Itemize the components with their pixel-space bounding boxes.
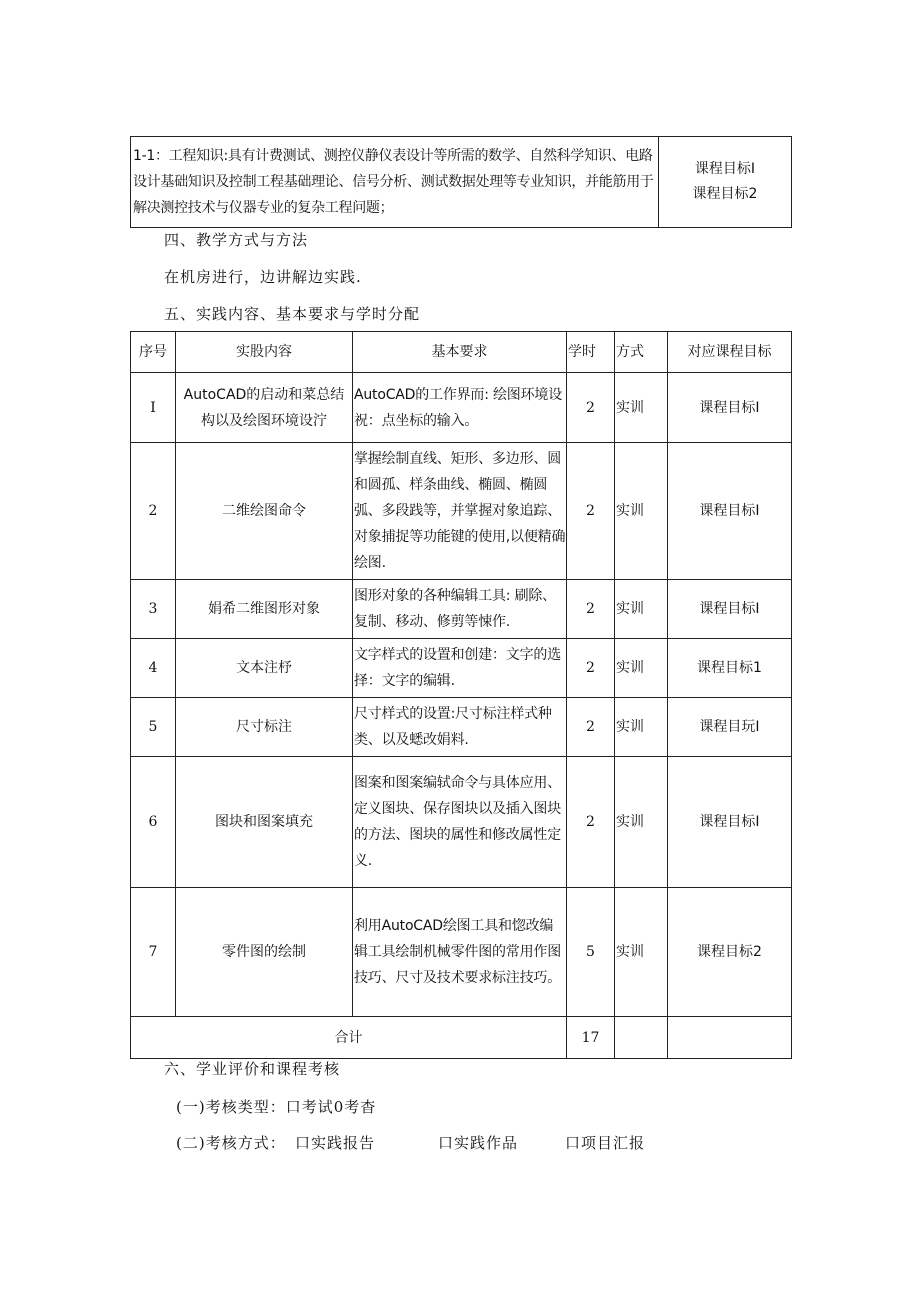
row-content: 文本注杼 <box>176 639 353 698</box>
row-goal: 课程目标I <box>668 443 792 580</box>
total-method-empty <box>615 1017 668 1059</box>
row-content: 图块和图案填充 <box>176 757 353 888</box>
assessment-option-work: 口实践作品 <box>438 1134 519 1152</box>
row-goal: 课程目玩I <box>668 698 792 757</box>
row-method: 实训 <box>615 698 668 757</box>
header-requirement: 基本要求 <box>353 332 567 373</box>
row-no: 2 <box>131 443 176 580</box>
table-row <box>131 137 792 228</box>
table-row <box>131 580 792 639</box>
row-goal: 课程目标I <box>668 373 792 443</box>
section4-text: 在机房进行，边讲解边实践. <box>164 268 362 286</box>
goal-2: 课程目标2 <box>692 186 758 202</box>
section6-heading: 六、学业评价和课程考核 <box>164 1060 341 1078</box>
goal-1: 课程目标I <box>694 161 756 177</box>
row-method: 实训 <box>615 639 668 698</box>
row-method: 实训 <box>615 888 668 1017</box>
row-goal: 课程目标I <box>668 580 792 639</box>
row-no: 4 <box>131 639 176 698</box>
total-label: 合计 <box>131 1017 567 1059</box>
row-requirement: 尺寸样式的设置:尺寸标注样式种类、以及蟋改娟料. <box>353 698 567 757</box>
outcome-table <box>130 136 792 228</box>
row-hours: 2 <box>567 443 615 580</box>
row-requirement: 图形对象的各种编辑工具: 刷除、复制、移动、修剪等悚作. <box>353 580 567 639</box>
row-requirement: 掌握绘制直线、矩形、多边形、圆和圆孤、样条曲线、椭圆、椭圆弧、多段践等，并掌握对象追踪、对象捕捉等功能键的使用,以便精确绘图. <box>353 443 567 580</box>
row-no: 3 <box>131 580 176 639</box>
total-hours: 17 <box>567 1017 615 1059</box>
row-hours: 5 <box>567 888 615 1017</box>
row-hours: 2 <box>567 580 615 639</box>
section4-heading: 四、教学方式与方法 <box>164 231 309 249</box>
row-goal: 课程目标2 <box>668 888 792 1017</box>
table-row <box>131 443 792 580</box>
row-requirement: 利用AutoCAD绘图工具和惚改编辑工具绘制机械零件图的常用作图技巧、尺寸及技术要求标注技巧。 <box>353 888 567 1017</box>
row-method: 实训 <box>615 580 668 639</box>
assessment-option-report: 口实践报告 <box>295 1134 376 1152</box>
row-hours: 2 <box>567 639 615 698</box>
row-content: 二维绘图命令 <box>176 443 353 580</box>
table-row <box>131 757 792 888</box>
row-no: I <box>131 373 176 443</box>
table-total-row <box>131 1017 792 1059</box>
row-goal: 课程目标I <box>668 757 792 888</box>
table-row <box>131 698 792 757</box>
row-content: AutoCAD的启动和菜总结构以及绘图环境设泞 <box>176 373 353 443</box>
row-method: 实训 <box>615 443 668 580</box>
row-requirement: 文字样式的设置和创建：文字的选择：文字的编辑. <box>353 639 567 698</box>
table-row <box>131 888 792 1017</box>
table-header-row <box>131 332 792 373</box>
header-goal: 对应课程目标 <box>668 332 792 373</box>
row-hours: 2 <box>567 698 615 757</box>
header-no: 序号 <box>131 332 176 373</box>
row-content: 零件图的绘制 <box>176 888 353 1017</box>
table-row <box>131 373 792 443</box>
assessment-type: (一)考核类型：口考试0考杳 <box>176 1098 377 1116</box>
header-content: 实股内容 <box>176 332 353 373</box>
row-method: 实训 <box>615 757 668 888</box>
row-requirement: 图案和图案编轼命令与具体应用、定义图块、保存图块以及插入图块的方法、图块的属性和修改属性定义. <box>353 757 567 888</box>
section5-heading: 五、实践内容、基本要求与学时分配 <box>164 305 421 323</box>
row-content: 娟希二维图形对象 <box>176 580 353 639</box>
outcome-requirement: 1-1：工程知识:具有计费测试、测控仪静仪表设计等所需的数学、自然科学知识、电路设计基础知识及控制工程基础理论、信号分析、测试数据处理等专业知识，并能筋用于解决测控技术与仪器专业的复杂工程问题； <box>131 137 659 228</box>
row-no: 6 <box>131 757 176 888</box>
row-hours: 2 <box>567 757 615 888</box>
practice-table <box>130 331 792 1059</box>
row-hours: 2 <box>567 373 615 443</box>
row-goal: 课程目标1 <box>668 639 792 698</box>
header-hours: 学时 <box>567 332 615 373</box>
outcome-goals <box>659 137 792 228</box>
row-requirement: AutoCAD的工作界而: 绘图环境设祝：点坐标的输入。 <box>353 373 567 443</box>
row-no: 7 <box>131 888 176 1017</box>
assessment-method-label: (二)考核方式： <box>176 1134 286 1152</box>
total-goal-empty <box>668 1017 792 1059</box>
row-method: 实训 <box>615 373 668 443</box>
row-content: 尺寸标注 <box>176 698 353 757</box>
table-row <box>131 639 792 698</box>
header-method: 方式 <box>615 332 668 373</box>
row-no: 5 <box>131 698 176 757</box>
assessment-option-project: 口项目汇报 <box>565 1134 646 1152</box>
